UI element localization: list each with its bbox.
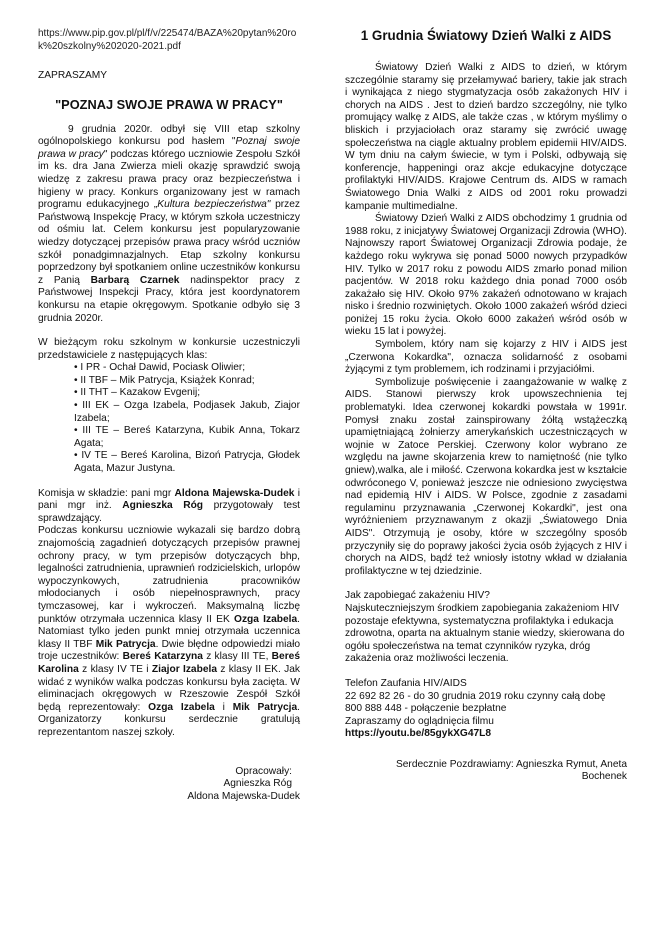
- p3-bold-2: Agnieszka Róg: [122, 500, 204, 512]
- p4-bold-1: Ozga Izabela: [234, 613, 298, 625]
- paragraph-aids-stats: Światowy Dzień Walki z AIDS obchodzimy 1 grudnia od 1988 roku, z inicjatywy Światowej Organizacji Zdrowia (WHO). Najnowszy raport Światowej Organizacji Zdrowia podaje, że każdego roku wykrywa się ponad 5000 nowych przypadków HIV. Tylko w 2017 roku z powodu AIDS zmarło ponad milion pacjentów. W 2018 roku każdego dnia ponad 7000 osób zakażało się HIV. Około 97% zakażeń odnotowano w krajach nisko i średnio rozwiniętych. Około 1000 zakażeń wśród dzieci poniżej 15 roku życia. Około 6000 zakażeń wśród osób w wieku 15 lat i powyżej.: [345, 213, 627, 338]
- list-item: • III EK – Ozga Izabela, Podjasek Jakub, Ziajor Izabela;: [74, 400, 300, 424]
- source-link[interactable]: https://www.pip.gov.pl/pl/f/v/225474/BAZA%20pytan%20rok%20szkolny%202020-2021.pdf: [38, 28, 297, 52]
- p1-text-b: " podczas którego uczniowie Zespołu Szkół im ks. dra Jana Zwierza mieli okazję sprawdzić swoją wiedzę z zakresu prawa pracy oraz bezpieczeństwa i higieny w pracy. Konkurs organizowany jest w ramach programu edukacyjnego „: [38, 148, 300, 211]
- list-item: • IV TE – Bereś Karolina, Bizoń Patrycja, Głodek Agata, Mazur Justyna.: [74, 450, 300, 475]
- p4-text-e: z klasy III TE,: [202, 651, 272, 663]
- film-invite: Zapraszamy do oglądnięcia filmu: [345, 715, 494, 727]
- signature-author-1: Agnieszka Róg: [223, 778, 292, 790]
- p4-text-i: . Organizatorzy konkursu serdecznie gratulują reprezentantom naszej szkoły.: [38, 701, 300, 738]
- p1-bold-name: Barbarą Czarnek: [90, 274, 180, 286]
- p4-bold-5: Ziajor Izabela: [151, 663, 217, 675]
- left-column: [38, 0, 300, 803]
- signature-label: Opracowały:: [235, 765, 292, 777]
- p4-text-f: z klasy IV TE i: [78, 663, 152, 675]
- p3-text-c: i pani mgr inż.: [38, 487, 301, 512]
- paragraph-ribbon-meaning: Symbolizuje poświęcenie i zaangażowanie w walkę z AIDS. Stanowi pierwszy krok upowszechnienia tej problematyki. Idea czerwonej kokardki powstała w 1991r. Pomysł znaku został zainspirowany żółtą wstążeczką upamiętniającą żołnierzy amerykańskich uczestniczących w wojnie w Zatoce Perskiej. Czerwony kolor wybrano ze względu na jawne skojarzenia krew to namiętność (nie tylko gniew),walka, ale i miłość. Czerwona kokardka jest w kształcie odwróconego V, ponieważ jeszcze nie odniesiono zwycięstwa nad epidemią HIV i AIDS. W Polsce, zgodnie z zasadami regulaminu przyznawania „Czerwonej Kokardki", jest ona wyróżnieniem przyznawanym z okazji „Światowego Dnia AIDS". Otrzymują je osoby, które w szczególny sposób przyczyniły się do poprawy jakości życia osób żyjących z HIV i chorych na AIDS, bądź też wniosły istotny wkład w działania profilaktyczne w tej dziedzinie.: [345, 376, 627, 577]
- p1-text-d: nadinspektor pracy z Państwowej Inspekcji Pracy, która jest koordynatorem konkursu na etapie okręgowym. Spotkanie odbyło się 3 grudnia 2020r.: [38, 274, 300, 324]
- p1-italic-program: Kultura bezpieczeństwa": [157, 199, 271, 211]
- p4-bold-6: Ozga Izabela: [148, 701, 215, 713]
- invite-text: ZAPRASZAMY: [38, 70, 108, 81]
- hotline-title: Telefon Zaufania HIV/AIDS: [345, 677, 467, 689]
- p4-text-a: Podczas konkursu uczniowie wykazali się bardzo dobrą znajomością zagadnień dotyczących przepisów prawnej ochrony pracy, w tym przepisów dotyczących bhp, legalności zatrudnienia, uprawnień rodzicielskich, urlopów wypoczynkowych, zatrudnienia pracowników młodocianych i osób niepełnosprawnych, pracy tymczasowej, kar i wykroczeń. Maksymalną liczbę punktów otrzymała uczennica klasy II EK: [38, 525, 300, 625]
- signature-author-2: Aldona Majewska-Dudek: [187, 790, 300, 802]
- paragraph-commission: [38, 488, 300, 526]
- p4-text-d: . Dwie błędne odpowiedzi miało troje uczestników:: [38, 638, 300, 663]
- p4-text-h: i: [214, 701, 233, 713]
- paragraph-contest: [38, 124, 300, 326]
- prevention-question: Jak zapobiegać zakażeniu HIV?: [345, 590, 490, 602]
- hotline-number-2: 800 888 448 - połączenie bezpłatne: [345, 703, 507, 715]
- p1-italic-slogan: Poznaj swoje prawa w pracy: [38, 136, 301, 160]
- youtube-link[interactable]: https://youtu.be/85gykXG47L8: [345, 728, 492, 740]
- list-item: • II TBF – Mik Patrycja, Książek Konrad;: [74, 374, 255, 386]
- class-list: [38, 362, 300, 475]
- paragraph-red-ribbon: Symbolem, który nam się kojarzy z HIV i AIDS jest „Czerwona Kokardka", oznacza solidarność z osobami żyjącymi z tym problemem, ich rodzinami i przyjaciółmi.: [345, 339, 627, 376]
- list-item: • III TE – Bereś Katarzyna, Kubik Anna, Tokarz Agata;: [74, 425, 300, 449]
- p4-text-g: z klasy II EK. Jak widać z wyników walka podczas konkursu była zacięta. W eliminacjach okręgowych w Rzeszowie Zespół Szkół będą reprezentowały:: [38, 663, 301, 713]
- p3-bold-1: Aldona Majewska-Dudek: [174, 487, 295, 499]
- article-heading: "POZNAJ SWOJE PRAWA W PRACY": [55, 96, 283, 112]
- aids-day-title: 1 Grudnia Światowy Dzień Walki z AIDS: [360, 28, 612, 43]
- p1-text-c: przez Państwową Inspekcję Pracy, w którym szkoła uczestniczy od ośmiu lat. Celem konkursu jest popularyzowanie wiedzy dotyczącej przepisów prawa pracy wśród uczniów szkół ponadgimnazjalnych. Etap szkolny konkursu poprzedzony był spotkaniem online uczestników konkursu z Panią: [38, 199, 300, 286]
- hotline-number-1: 22 692 82 26 - do 30 grudnia 2019 roku czynny całą dobę: [345, 690, 606, 702]
- list-item: • II THT – Kazakow Evgenij;: [74, 387, 201, 399]
- p4-text-c: . Natomiast tylko jeden punkt mniej otrzymała uczennica klasy II TBF: [38, 613, 301, 650]
- p4-bold-7: Mik Patrycja: [232, 701, 298, 713]
- paragraph-results: [38, 525, 300, 739]
- paragraph-participants: W bieżącym roku szkolnym w konkursie uczestniczyli przedstawiciele z następujących klas:: [38, 337, 300, 361]
- right-column: [345, 0, 627, 784]
- p3-text-a: Komisja w składzie: pani mgr: [38, 487, 175, 499]
- p3-text-d: przygotowały test sprawdzający.: [38, 500, 301, 524]
- p4-bold-3: Bereś Katarzyna: [122, 651, 203, 663]
- regards-signature: Serdecznie Pozdrawiamy: Agnieszka Rymut, Aneta Bochenek: [395, 758, 627, 783]
- list-item: • I PR - Ochał Dawid, Pociask Oliwier;: [74, 362, 246, 374]
- p4-bold-2: Mik Patrycja: [95, 638, 156, 650]
- paragraph-aids-intro: Światowy Dzień Walki z AIDS to dzień, w którym szczególnie staramy się przełamywać bariery, takie jak strach i wynikająca z niego stygmatyzacja osób zakażonych HIV i chorych na AIDS . Jest to dzień bardzo szczególny, nie tylko promujący walkę z AIDS, ale także czas , w którym myślimy o bliskich i przyjaciołach oraz staramy się zwrócić uwagę społeczeństwa na ciągle aktualny problem epidemii HIV/AIDS. W tym dniu na całym świecie, w tym i Polski, odbywają się konferencje, happeningi oraz akcje edukacyjne dotyczące profilaktyki HIV/AIDS. Krajowe Centrum ds. AIDS w ramach Światowego Dnia Walki z AIDS od 2001 roku prowadzi kampanie multimedialne.: [345, 62, 627, 212]
- paragraph-prevention: Najskuteczniejszym środkiem zapobiegania zakażeniom HIV pozostaje efektywna, systematyczna profilaktyka i edukacja zdrowotna, oparta na aktualnym stanie wiedzy, skierowana do ogółu społeczeństwa na temat czynników ryzyka, dróg zakażenia oraz możliwości leczenia.: [345, 602, 625, 665]
- p1-text-a: 9 grudnia 2020r. odbył się VIII etap szkolny ogólnopolskiego konkursu pod hasłem ": [38, 123, 300, 148]
- p4-bold-4: Bereś Karolina: [38, 651, 300, 675]
